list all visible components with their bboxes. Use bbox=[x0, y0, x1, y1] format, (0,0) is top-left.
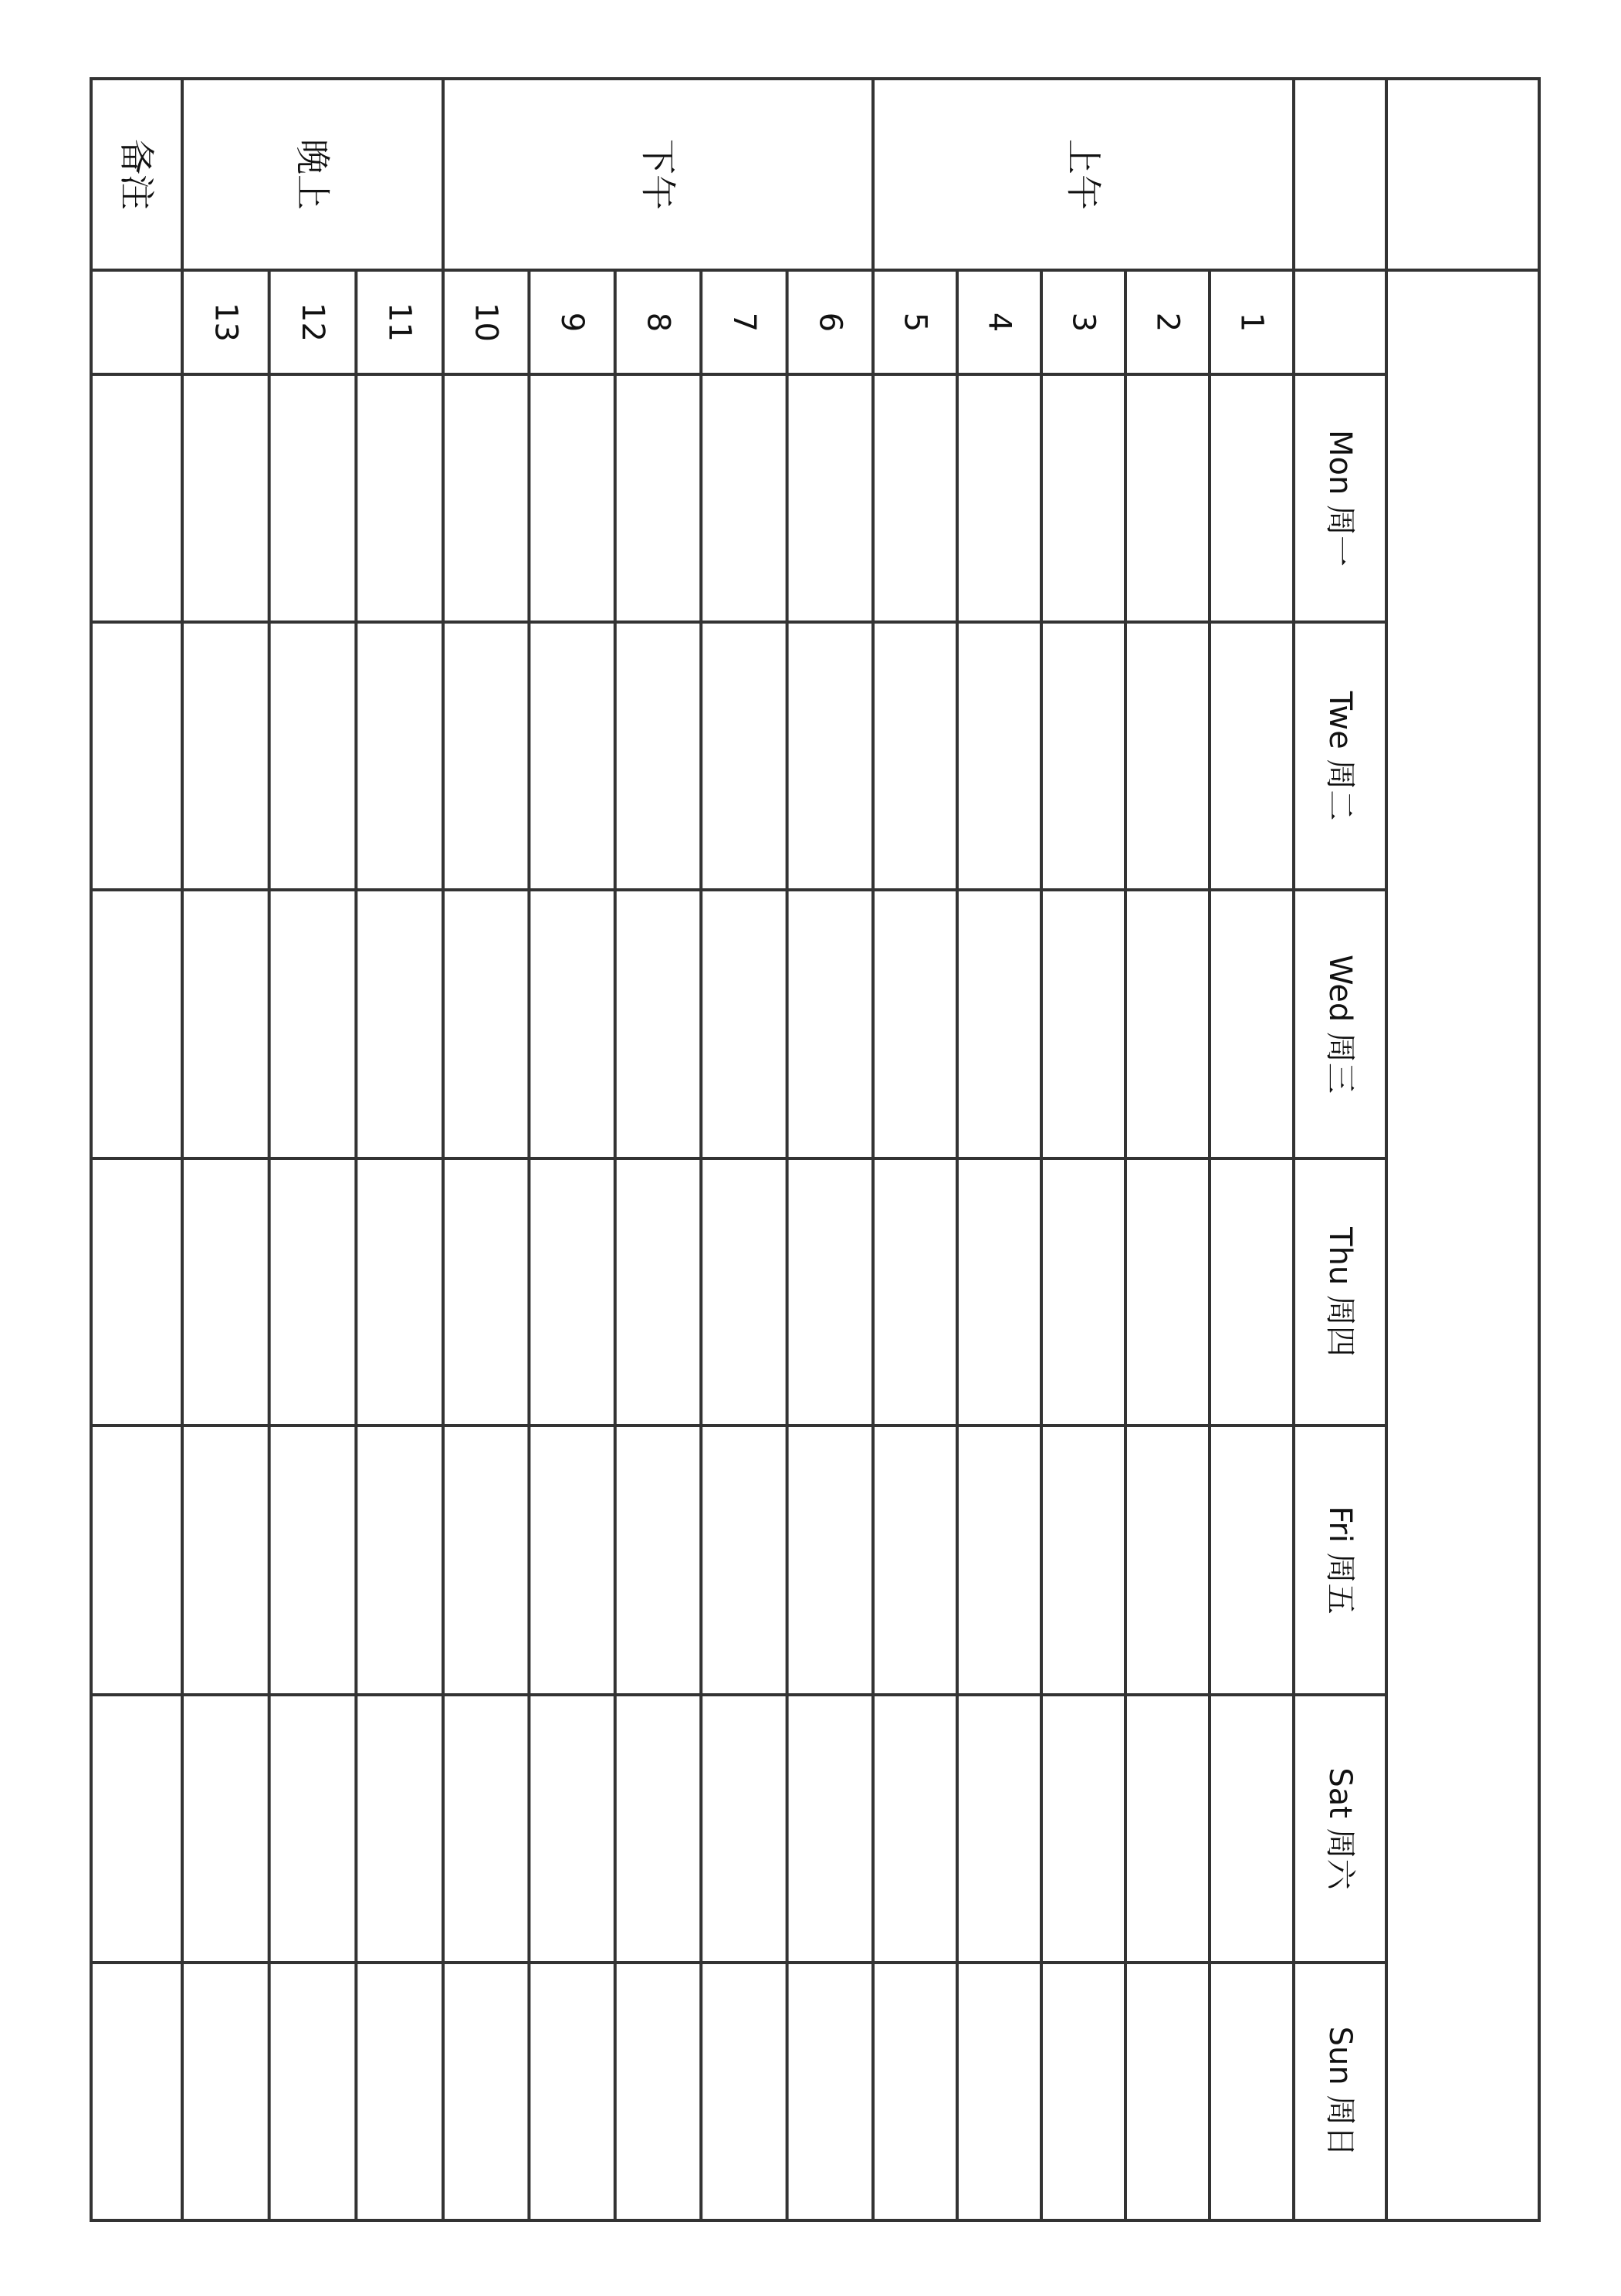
period-label: 下午 bbox=[637, 139, 679, 210]
period-label: 晚上 bbox=[292, 139, 333, 210]
lesson-number: 5 bbox=[897, 312, 933, 333]
day-header: Twe 周二 bbox=[1322, 691, 1358, 821]
lesson-number: 11 bbox=[381, 303, 418, 342]
day-header: Mon 周一 bbox=[1322, 429, 1358, 567]
day-header: Sun 周日 bbox=[1322, 2026, 1358, 2157]
lesson-number: 10 bbox=[468, 303, 504, 342]
notes-label: 备注 bbox=[116, 139, 157, 210]
day-header: Thu 周四 bbox=[1322, 1227, 1358, 1357]
lesson-number: 13 bbox=[208, 303, 244, 342]
lesson-number: 4 bbox=[981, 312, 1017, 333]
lesson-number: 12 bbox=[295, 303, 330, 342]
period-label: 上午 bbox=[1062, 139, 1105, 210]
lesson-number: 9 bbox=[554, 312, 591, 333]
day-header: Sat 周六 bbox=[1322, 1767, 1358, 1890]
day-header: Wed 周三 bbox=[1322, 955, 1358, 1094]
day-header: Fri 周五 bbox=[1322, 1506, 1358, 1615]
lesson-number: 6 bbox=[812, 312, 848, 333]
lesson-number: 1 bbox=[1234, 312, 1270, 333]
lesson-number: 7 bbox=[726, 312, 762, 333]
lesson-number: 3 bbox=[1065, 312, 1102, 333]
lesson-number: 8 bbox=[640, 312, 676, 333]
lesson-number: 2 bbox=[1149, 312, 1186, 333]
